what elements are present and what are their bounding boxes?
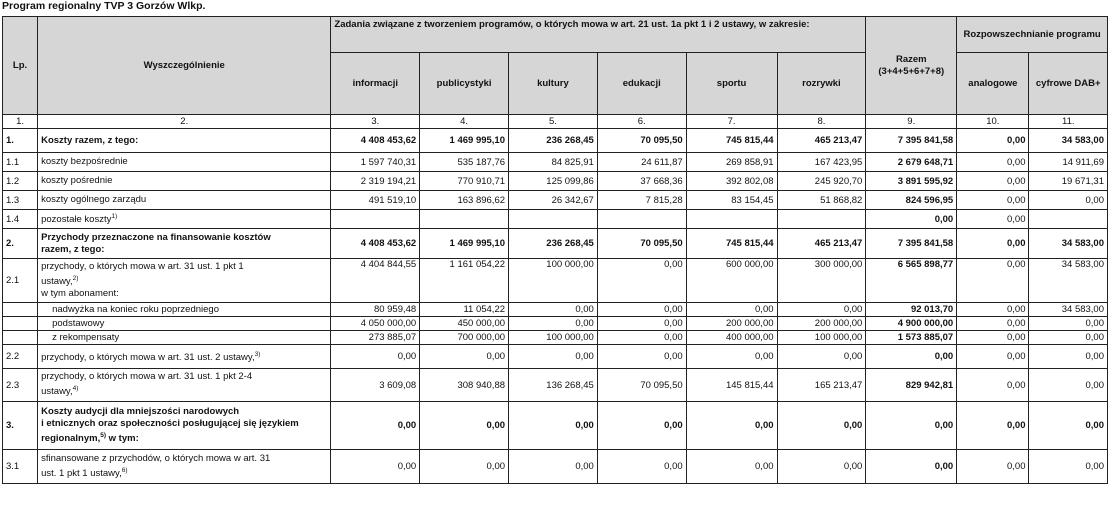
colnum-4: 4. xyxy=(420,115,509,129)
cell-value: 0,00 xyxy=(957,317,1029,331)
colnum-3: 3. xyxy=(331,115,420,129)
row-label xyxy=(38,402,331,450)
cell-value: 3 891 595,92 xyxy=(866,172,957,191)
cell-value: 0,00 xyxy=(777,450,866,484)
row-lp: 1.4 xyxy=(3,210,38,229)
row-lp xyxy=(3,331,38,345)
row-label xyxy=(38,331,331,345)
cell-value: 0,00 xyxy=(957,229,1029,259)
table-row xyxy=(3,450,1108,484)
cell-value: 14 911,69 xyxy=(1029,153,1108,172)
cell-value: 308 940,88 xyxy=(420,369,509,402)
footnote-ref: 5) xyxy=(100,431,107,439)
header-col-publicystyki: publicystyki xyxy=(420,53,509,115)
cell-value: 125 099,86 xyxy=(509,172,598,191)
cell-value: 19 671,31 xyxy=(1029,172,1108,191)
cell-value: 145 815,44 xyxy=(686,369,777,402)
cell-value: 491 519,10 xyxy=(331,191,420,210)
cell-value: 829 942,81 xyxy=(866,369,957,402)
cell-value: 0,00 xyxy=(509,450,598,484)
header-razem-label: Razem xyxy=(895,53,927,65)
row-label-text: podstawowy xyxy=(52,317,105,329)
cell-value: 0,00 xyxy=(509,402,598,450)
cell-value: 600 000,00 xyxy=(686,259,777,303)
row-lp: 1.3 xyxy=(3,191,38,210)
cell-value: 34 583,00 xyxy=(1029,259,1108,303)
cell-value: 0,00 xyxy=(957,259,1029,303)
cell-value: 0,00 xyxy=(957,345,1029,369)
row-label xyxy=(38,259,331,303)
colnum-6: 6. xyxy=(597,115,686,129)
cell-value: 0,00 xyxy=(957,450,1029,484)
row-lp: 1.2 xyxy=(3,172,38,191)
cell-value: 37 668,36 xyxy=(597,172,686,191)
footnote-sup xyxy=(255,351,261,358)
row-label-text: z rekompensaty xyxy=(52,331,120,343)
table-row xyxy=(3,229,1108,259)
cell-value: 92 013,70 xyxy=(866,303,957,317)
cell-value: 0,00 xyxy=(597,317,686,331)
cell-value: 535 187,76 xyxy=(420,153,509,172)
row-label-line2: ustawy, xyxy=(41,276,73,288)
cell-value: 34 583,00 xyxy=(1029,303,1108,317)
row-label xyxy=(38,317,331,331)
cell-value: 269 858,91 xyxy=(686,153,777,172)
cell-value: 2 679 648,71 xyxy=(866,153,957,172)
row-label-line3: regionalnym, xyxy=(41,433,101,445)
cell-value: 0,00 xyxy=(1029,317,1108,331)
table-row xyxy=(3,345,1108,369)
table-row xyxy=(3,191,1108,210)
cell-value: 0,00 xyxy=(777,303,866,317)
cell-value: 0,00 xyxy=(957,191,1029,210)
table-row xyxy=(3,303,1108,317)
header-group-programs: Zadania związane z tworzeniem programów, o których mowa w art. 21 ust. 1a pkt 1 i 2 ustawy, w zakresie: xyxy=(331,17,866,53)
cell-value: 1 469 995,10 xyxy=(420,129,509,153)
table-row xyxy=(3,153,1108,172)
cell-value: 70 095,50 xyxy=(597,229,686,259)
header-group-dist: Rozpowszechnianie programu xyxy=(957,17,1108,53)
cell-value: 0,00 xyxy=(957,369,1029,402)
cell-value: 824 596,95 xyxy=(866,191,957,210)
footnote-ref: 4) xyxy=(72,385,79,393)
table-row xyxy=(3,259,1108,303)
header-col-informacji: informacji xyxy=(331,53,420,115)
cell-value: 7 815,28 xyxy=(597,191,686,210)
cell-value: 465 213,47 xyxy=(777,129,866,153)
cell-value: 0,00 xyxy=(866,210,957,229)
cell-value: 0,00 xyxy=(597,303,686,317)
cell-value: 1 573 885,07 xyxy=(866,331,957,345)
colnum-7: 7. xyxy=(686,115,777,129)
header-razem xyxy=(866,17,957,115)
cell-value: 0,00 xyxy=(686,450,777,484)
row-lp: 2.1 xyxy=(3,259,38,303)
row-label-line3: w tym abonament: xyxy=(41,288,119,300)
row-label xyxy=(38,369,331,402)
cell-value: 0,00 xyxy=(777,345,866,369)
row-label-tail: w tym: xyxy=(106,433,139,445)
cell-value: 273 885,07 xyxy=(331,331,420,345)
row-label xyxy=(38,450,331,484)
footnote-ref: 3) xyxy=(254,350,261,358)
row-label-text: koszty pośrednie xyxy=(41,175,113,186)
cell-value: 0,00 xyxy=(866,402,957,450)
row-lp: 2. xyxy=(3,229,38,259)
row-lp: 1. xyxy=(3,129,38,153)
cell-value: 100 000,00 xyxy=(509,331,598,345)
cell-value: 1 469 995,10 xyxy=(420,229,509,259)
row-label xyxy=(38,172,331,191)
cell-value: 11 054,22 xyxy=(420,303,509,317)
cell-value: 245 920,70 xyxy=(777,172,866,191)
header-analog: analogowe xyxy=(957,53,1029,115)
row-label-line1: sfinansowane z przychodów, o których mowa w art. 31 xyxy=(41,452,271,464)
cell-value: 392 802,08 xyxy=(686,172,777,191)
row-lp: 3. xyxy=(3,402,38,450)
cell-value: 34 583,00 xyxy=(1029,129,1108,153)
cell-value: 0,00 xyxy=(957,172,1029,191)
header-col-edukacji: edukacji xyxy=(597,53,686,115)
header-digital: cyfrowe DAB+ xyxy=(1029,53,1108,115)
row-label xyxy=(38,345,331,369)
cell-value: 0,00 xyxy=(420,345,509,369)
cell-value: 0,00 xyxy=(957,210,1029,229)
cell-value: 0,00 xyxy=(509,317,598,331)
row-label-line1: przychody, o których mowa w art. 31 ust. 1 pkt 2-4 xyxy=(41,371,253,383)
cell-value: 300 000,00 xyxy=(777,259,866,303)
cell-value xyxy=(777,210,866,229)
cell-value: 163 896,62 xyxy=(420,191,509,210)
cell-value: 3 609,08 xyxy=(331,369,420,402)
cell-value: 450 000,00 xyxy=(420,317,509,331)
cell-value: 70 095,50 xyxy=(597,129,686,153)
row-label xyxy=(38,303,331,317)
footnote-ref: 1) xyxy=(111,213,118,221)
row-label-text: pozostałe koszty xyxy=(41,214,112,226)
cell-value: 0,00 xyxy=(331,345,420,369)
table-row xyxy=(3,369,1108,402)
cell-value: 745 815,44 xyxy=(686,129,777,153)
row-label-text: nadwyżka na koniec roku poprzedniego xyxy=(52,303,219,315)
cell-value: 0,00 xyxy=(420,402,509,450)
table-row xyxy=(3,210,1108,229)
cell-value: 200 000,00 xyxy=(686,317,777,331)
footnote-ref: 2) xyxy=(72,274,79,282)
cell-value: 0,00 xyxy=(866,345,957,369)
colnum-2: 2. xyxy=(38,115,331,129)
cell-value: 51 868,82 xyxy=(777,191,866,210)
cell-value xyxy=(420,210,509,229)
row-label xyxy=(38,129,331,153)
colnum-1: 1. xyxy=(3,115,38,129)
row-lp: 2.3 xyxy=(3,369,38,402)
cell-value: 0,00 xyxy=(957,153,1029,172)
footnote-ref: 6) xyxy=(121,466,128,474)
cell-value: 100 000,00 xyxy=(509,259,598,303)
cell-value: 236 268,45 xyxy=(509,229,598,259)
footnote-sup xyxy=(73,385,79,392)
header-item: Wyszczególnienie xyxy=(38,17,331,115)
row-label xyxy=(38,153,331,172)
row-label-line2: razem, z tego: xyxy=(41,243,105,255)
cell-value: 0,00 xyxy=(597,345,686,369)
cell-value: 0,00 xyxy=(509,345,598,369)
header-lp: Lp. xyxy=(3,17,38,115)
cell-value: 400 000,00 xyxy=(686,331,777,345)
cell-value: 0,00 xyxy=(1029,450,1108,484)
cell-value: 6 565 898,77 xyxy=(866,259,957,303)
cell-value: 4 408 453,62 xyxy=(331,229,420,259)
cell-value: 1 597 740,31 xyxy=(331,153,420,172)
financial-table xyxy=(2,16,1108,484)
cell-value: 745 815,44 xyxy=(686,229,777,259)
cell-value: 2 319 194,21 xyxy=(331,172,420,191)
cell-value: 0,00 xyxy=(1029,345,1108,369)
cell-value: 0,00 xyxy=(1029,191,1108,210)
row-label-text: koszty ogólnego zarządu xyxy=(41,194,147,205)
cell-value: 4 900 000,00 xyxy=(866,317,957,331)
table-row xyxy=(3,317,1108,331)
cell-value: 4 050 000,00 xyxy=(331,317,420,331)
cell-value: 80 959,48 xyxy=(331,303,420,317)
table-row xyxy=(3,402,1108,450)
header-col-sportu: sportu xyxy=(686,53,777,115)
cell-value: 0,00 xyxy=(331,402,420,450)
cell-value: 0,00 xyxy=(866,450,957,484)
cell-value: 0,00 xyxy=(597,402,686,450)
cell-value: 0,00 xyxy=(509,303,598,317)
table-row xyxy=(3,172,1108,191)
cell-value: 0,00 xyxy=(957,402,1029,450)
row-label-line1: Przychody przeznaczone na finansowanie kosztów xyxy=(41,231,271,243)
cell-value: 200 000,00 xyxy=(777,317,866,331)
cell-value: 24 611,87 xyxy=(597,153,686,172)
cell-value: 0,00 xyxy=(777,402,866,450)
row-lp: 1.1 xyxy=(3,153,38,172)
row-label xyxy=(38,210,331,229)
cell-value xyxy=(331,210,420,229)
footnote-sup xyxy=(111,213,117,220)
table-row xyxy=(3,129,1108,153)
row-label xyxy=(38,191,331,210)
cell-value xyxy=(597,210,686,229)
colnum-10: 10. xyxy=(957,115,1029,129)
row-label-text: koszty bezpośrednie xyxy=(41,156,128,167)
cell-value xyxy=(686,210,777,229)
row-lp: 2.2 xyxy=(3,345,38,369)
cell-value: 0,00 xyxy=(1029,369,1108,402)
row-label-line1: Koszty audycji dla mniejszości narodowych xyxy=(41,405,240,417)
row-lp xyxy=(3,303,38,317)
row-label-line2: i etnicznych oraz społeczności posługującej się językiem xyxy=(41,417,299,429)
cell-value: 136 268,45 xyxy=(509,369,598,402)
cell-value: 34 583,00 xyxy=(1029,229,1108,259)
cell-value: 0,00 xyxy=(331,450,420,484)
row-label-text: Koszty razem, z tego: xyxy=(41,134,139,146)
cell-value: 0,00 xyxy=(420,450,509,484)
header-razem-formula: (3+4+5+6+7+8) xyxy=(878,65,945,77)
row-label-line1: przychody, o których mowa w art. 31 ust. 1 pkt 1 xyxy=(41,260,244,272)
cell-value: 236 268,45 xyxy=(509,129,598,153)
cell-value: 7 395 841,58 xyxy=(866,229,957,259)
cell-value xyxy=(1029,210,1108,229)
cell-value: 700 000,00 xyxy=(420,331,509,345)
page-title: Program regionalny TVP 3 Gorzów Wlkp. xyxy=(2,0,206,12)
colnum-9: 9. xyxy=(866,115,957,129)
cell-value xyxy=(509,210,598,229)
cell-value: 0,00 xyxy=(597,259,686,303)
colnum-5: 5. xyxy=(509,115,598,129)
row-lp: 3.1 xyxy=(3,450,38,484)
cell-value: 0,00 xyxy=(957,303,1029,317)
cell-value: 0,00 xyxy=(1029,331,1108,345)
row-label-text: przychody, o których mowa w art. 31 ust. 2 ustawy, xyxy=(41,352,255,364)
row-label-line2: ustawy, xyxy=(41,386,73,398)
cell-value: 465 213,47 xyxy=(777,229,866,259)
cell-value: 84 825,91 xyxy=(509,153,598,172)
cell-value: 0,00 xyxy=(686,345,777,369)
row-label-line2: ust. 1 pkt 1 ustawy, xyxy=(41,468,122,480)
row-lp xyxy=(3,317,38,331)
footnote-sup xyxy=(73,275,79,282)
cell-value: 0,00 xyxy=(957,129,1029,153)
header-col-kultury: kultury xyxy=(509,53,598,115)
cell-value: 4 408 453,62 xyxy=(331,129,420,153)
cell-value: 0,00 xyxy=(957,331,1029,345)
cell-value: 70 095,50 xyxy=(597,369,686,402)
cell-value: 0,00 xyxy=(1029,402,1108,450)
cell-value: 770 910,71 xyxy=(420,172,509,191)
cell-value: 0,00 xyxy=(686,303,777,317)
cell-value: 83 154,45 xyxy=(686,191,777,210)
cell-value: 7 395 841,58 xyxy=(866,129,957,153)
cell-value: 0,00 xyxy=(597,450,686,484)
cell-value: 1 161 054,22 xyxy=(420,259,509,303)
cell-value: 167 423,95 xyxy=(777,153,866,172)
cell-value: 0,00 xyxy=(597,331,686,345)
cell-value: 165 213,47 xyxy=(777,369,866,402)
cell-value: 4 404 844,55 xyxy=(331,259,420,303)
table-row xyxy=(3,331,1108,345)
row-label xyxy=(38,229,331,259)
cell-value: 0,00 xyxy=(686,402,777,450)
cell-value: 100 000,00 xyxy=(777,331,866,345)
colnum-11: 11. xyxy=(1029,115,1108,129)
cell-value: 26 342,67 xyxy=(509,191,598,210)
header-col-rozrywki: rozrywki xyxy=(777,53,866,115)
colnum-8: 8. xyxy=(777,115,866,129)
footnote-sup xyxy=(122,467,128,474)
